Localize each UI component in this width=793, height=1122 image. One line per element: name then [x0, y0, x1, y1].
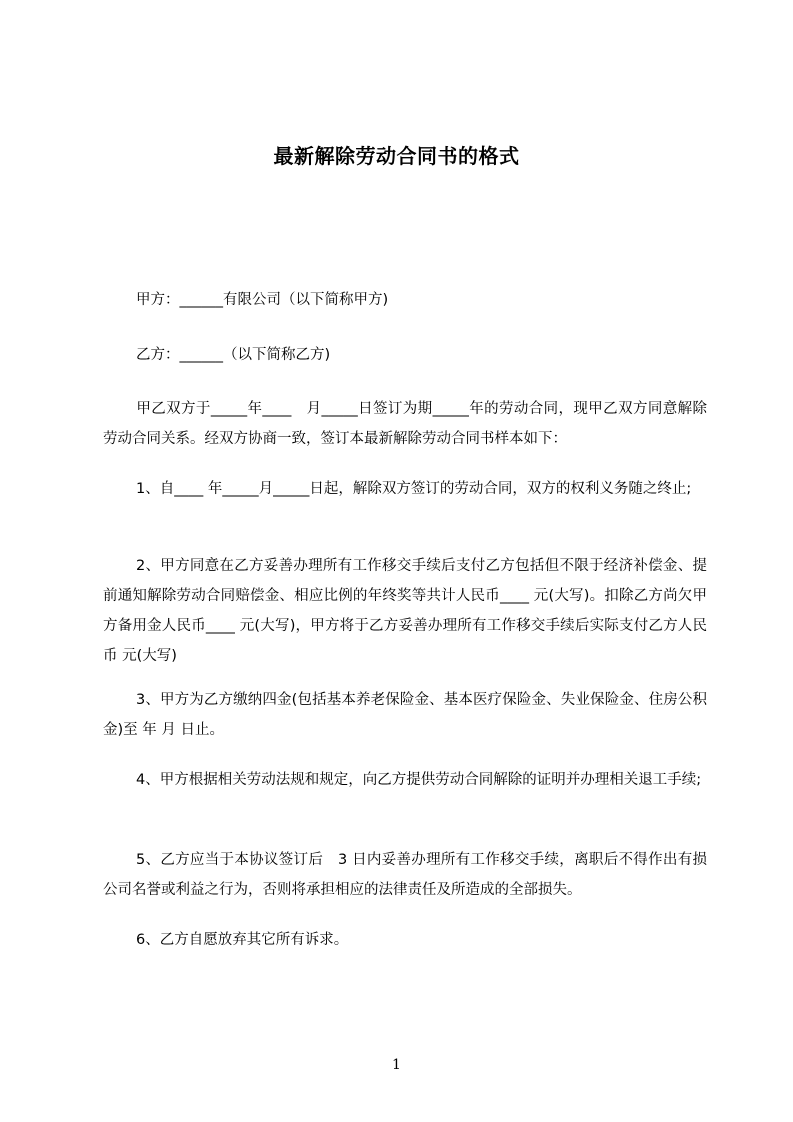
clause-6 [103, 925, 707, 955]
clause-4 [103, 765, 707, 795]
party-a-line: 甲方：______有限公司（以下简称甲方) [136, 292, 389, 308]
clause-3-text: 3、甲方为乙方缴纳四金(包括基本养老保险金、基本医疗保险金、失业保险金、住房公积金)至 年 月 日止。 [103, 692, 707, 738]
intro-paragraph [103, 394, 707, 454]
clause-5-text: 5、乙方应当于本协议签订后 3 日内妥善办理所有工作移交手续，离职后不得作出有损公司名誉或利益之行为，否则将承担相应的法律责任及所造成的全部损失。 [103, 852, 707, 898]
clause-6-text: 6、乙方自愿放弃其它所有诉求。 [136, 932, 349, 948]
intro-text: 甲乙双方于_____年____ 月_____日签订为期_____年的劳动合同，现甲乙双方同意解除劳动合同关系。经双方协商一致，签订本最新解除劳动合同书样本如下： [103, 401, 707, 447]
page-number: 1 [392, 1057, 401, 1073]
clause-2-text: 2、甲方同意在乙方妥善办理所有工作移交手续后支付乙方包括但不限于经济补偿金、提前通知解除劳动合同赔偿金、相应比例的年终奖等共计人民币____ 元(大写)。扣除乙方尚欠甲方备用金人民币____ 元(大写)，甲方将于乙方妥善办理所有工作移交手续后实际支付乙方人民币 元(大写) [103, 558, 707, 664]
clause-1 [103, 474, 707, 504]
document-title: 最新解除劳动合同书的格式 [273, 144, 520, 168]
clause-1-text: 1、自____ 年_____月_____日起，解除双方签订的劳动合同，双方的权利义务随之终止; [136, 481, 692, 497]
clause-5 [103, 845, 707, 905]
clause-4-text: 4、甲方根据相关劳动法规和规定，向乙方提供劳动合同解除的证明并办理相关退工手续; [136, 772, 702, 788]
clause-2 [103, 551, 707, 671]
clause-3 [103, 685, 707, 745]
party-b-line: 乙方：______（以下简称乙方) [136, 347, 331, 363]
